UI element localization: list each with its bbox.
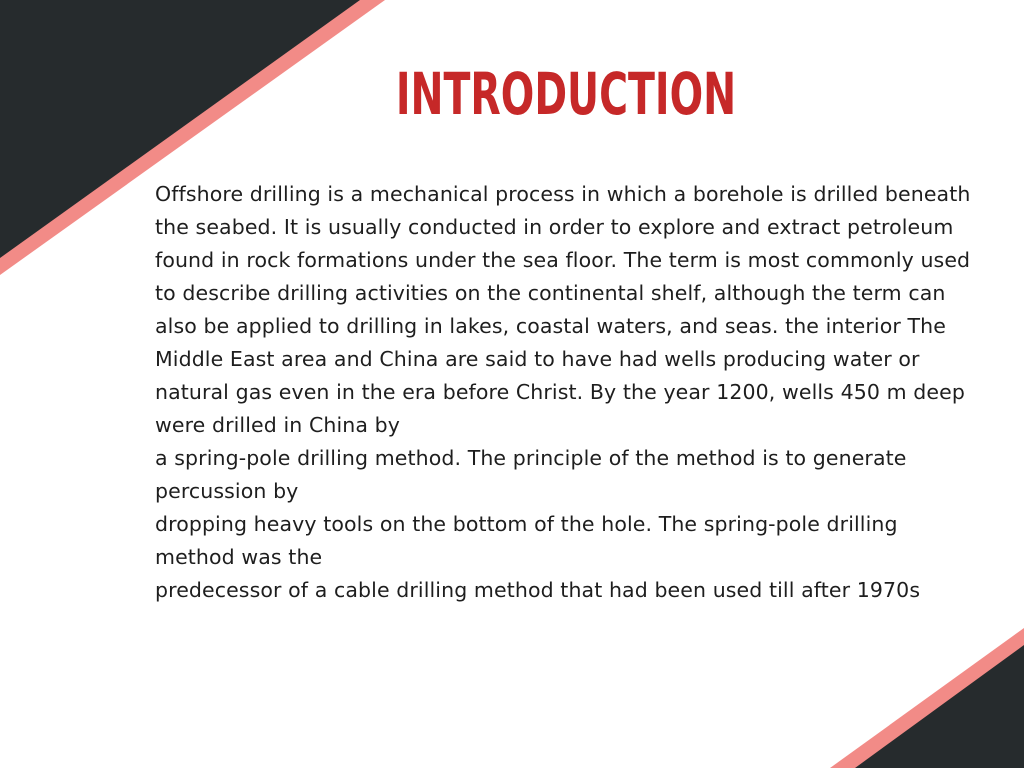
slide-body-text: Offshore drilling is a mechanical process in which a borehole is drilled beneath the seabed. It is usually conducted in order to explore and extract petroleum found in rock formations under the sea floor. The term is most commonly used to describe drilling activities on the continental shelf, although the term can also be applied to drilling in lakes, coastal waters, and seas. the interior The Middle East area and China are said to have had wells producing water or natural gas even in the era before Christ. By the year 1200, wells 450 m deep were drilled in China by a spring-pole drilling method. The principle of the method is to generate percussion by dropping heavy tools on the bottom of the hole. The spring-pole drilling method was the predecessor of a cable drilling method that had been used till after 1970s: [155, 182, 971, 602]
slide-title: INTRODUCTION: [395, 60, 737, 128]
